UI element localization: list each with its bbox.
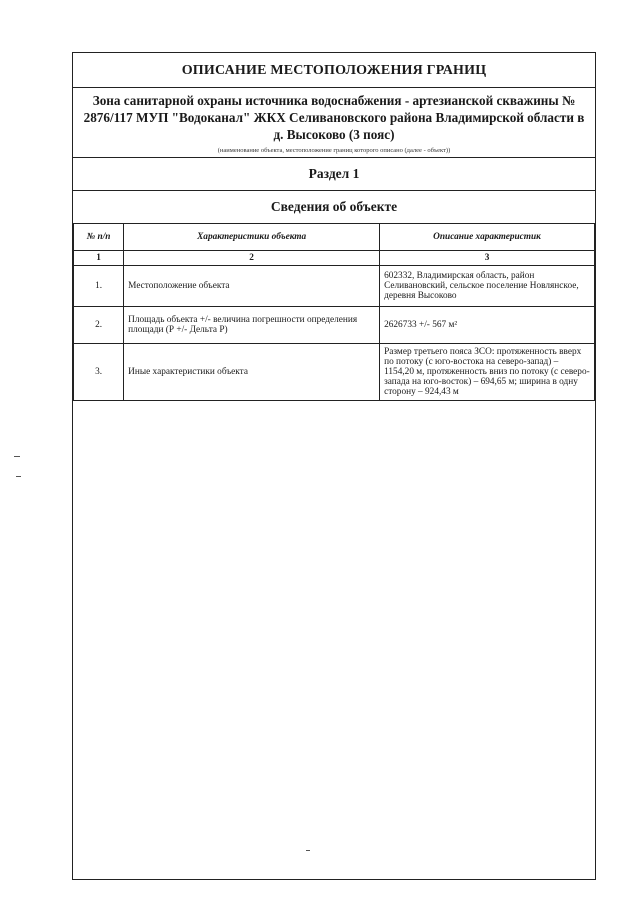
table-row (74, 344, 595, 401)
scan-mark (16, 476, 21, 477)
object-caption: (наименование объекта, местоположение границ которого описано (далее - объект)) (73, 145, 595, 158)
document-frame (72, 52, 596, 880)
table-row (74, 266, 595, 307)
row-characteristic: Иные характеристики объекта (124, 344, 380, 401)
section-heading: Раздел 1 (73, 158, 595, 191)
row-number: 3. (74, 344, 124, 401)
row-characteristic: Местоположение объекта (124, 266, 380, 307)
header-number: № п/п (74, 224, 124, 251)
object-info-table (73, 223, 595, 401)
column-number: 2 (124, 251, 380, 266)
scan-mark (14, 456, 20, 457)
row-characteristic: Площадь объекта +/- величина погрешности определения площади (Р +/- Дельта Р) (124, 307, 380, 344)
table-row (74, 307, 595, 344)
document-title: ОПИСАНИЕ МЕСТОПОЛОЖЕНИЯ ГРАНИЦ (73, 53, 595, 88)
section-subtitle: Сведения об объекте (270, 199, 398, 214)
object-name: Зона санитарной охраны источника водоснабжения - артезианской скважины № 2876/117 МУП "Водоканал" ЖКХ Селивановского района Владимирской области в д. Высоково (3 пояс) (83, 93, 585, 142)
row-description: 602332, Владимирская область, район Селивановский, сельское поселение Новлянское, деревня Высоково (380, 266, 595, 307)
document-page (72, 52, 596, 880)
header-characteristic: Характеристики объекта (124, 224, 380, 251)
scan-mark (306, 850, 310, 851)
column-number: 1 (74, 251, 124, 266)
empty-area (73, 401, 595, 879)
column-number-row (74, 251, 595, 266)
row-description: 2626733 +/- 567 м² (380, 307, 595, 344)
row-number: 1. (74, 266, 124, 307)
row-number: 2. (74, 307, 124, 344)
row-description: Размер третьего пояса ЗСО: протяженность вверх по потоку (с юго-востока на северо-запад) – 1154,20 м, протяженность вниз по потоку (с северо-запада на юго-восток) – 694,65 м; ширина в одну сторону – 924,43 м (380, 344, 595, 401)
table-header-row (74, 224, 595, 251)
column-number: 3 (380, 251, 595, 266)
header-description: Описание характеристик (380, 224, 595, 251)
